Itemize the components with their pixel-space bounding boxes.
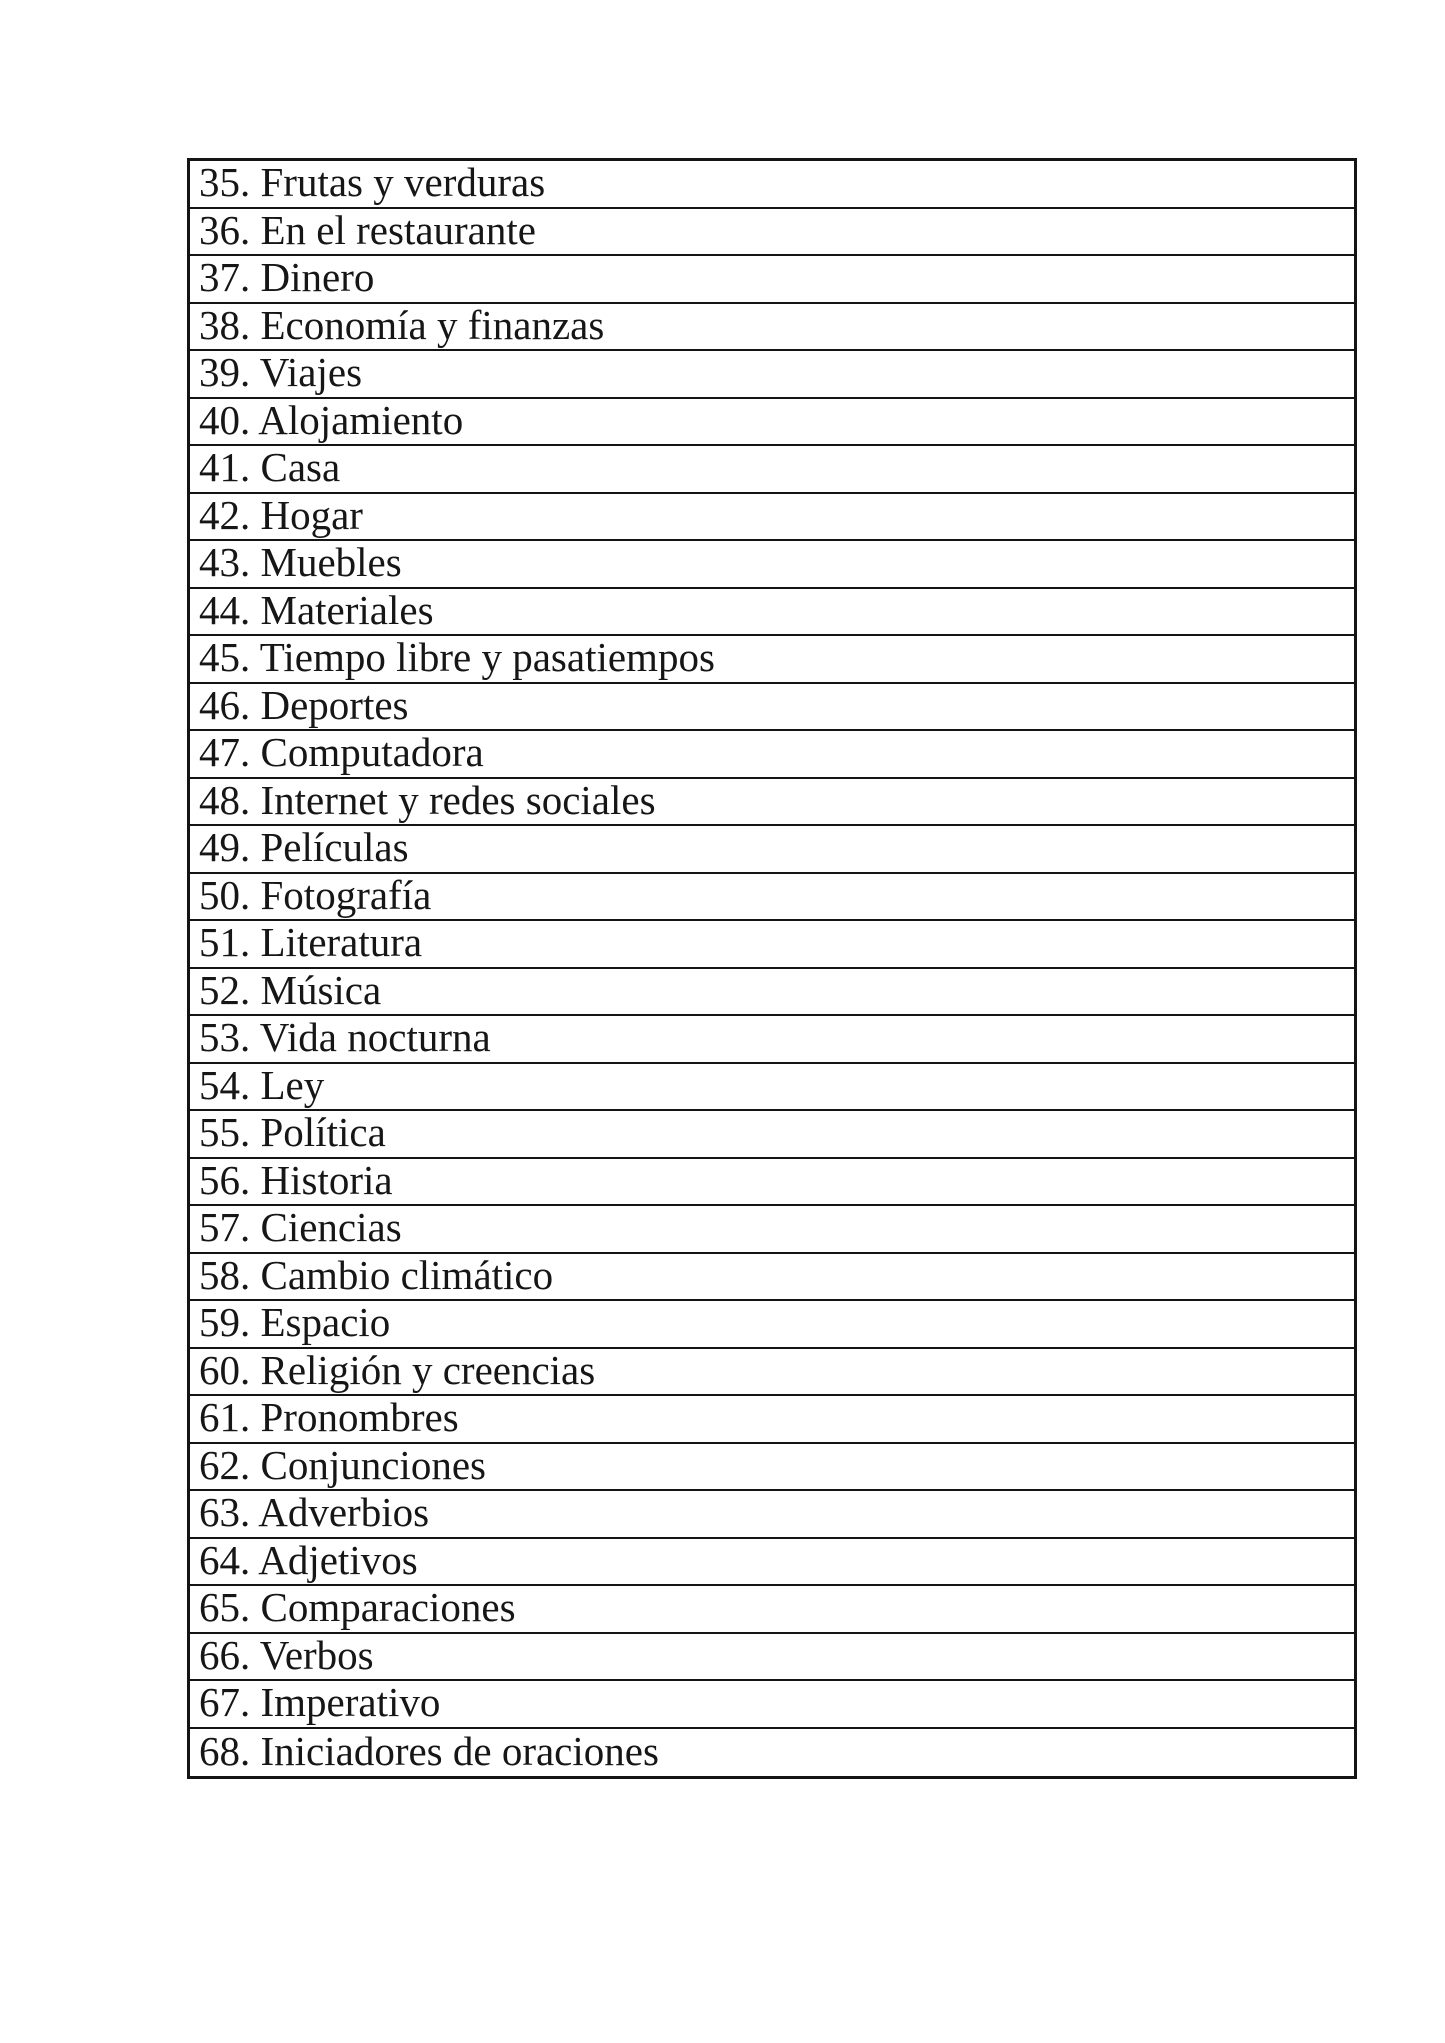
- toc-row-label: 65. Comparaciones: [199, 1586, 516, 1631]
- toc-row-label: 45. Tiempo libre y pasatiempos: [199, 636, 715, 681]
- toc-row: [190, 589, 1354, 637]
- toc-row: [190, 446, 1354, 494]
- toc-row-label: 57. Ciencias: [199, 1206, 402, 1251]
- toc-row-label: 64. Adjetivos: [199, 1538, 418, 1583]
- toc-row-label: 36. En el restaurante: [199, 208, 536, 253]
- toc-row: [190, 1539, 1354, 1587]
- toc-row: [190, 1206, 1354, 1254]
- toc-row: [190, 494, 1354, 542]
- toc-row-label: 44. Materiales: [199, 588, 434, 633]
- toc-row: [190, 969, 1354, 1017]
- toc-row-label: 66. Verbos: [199, 1633, 374, 1678]
- toc-row: [190, 1111, 1354, 1159]
- toc-row: [190, 874, 1354, 922]
- toc-row-label: 41. Casa: [199, 446, 341, 491]
- toc-row: [190, 921, 1354, 969]
- toc-row-label: 58. Cambio climático: [199, 1253, 554, 1298]
- toc-row: [190, 1634, 1354, 1682]
- toc-row-label: 35. Frutas y verduras: [199, 161, 546, 206]
- toc-row: [190, 1254, 1354, 1302]
- toc-row: [190, 1064, 1354, 1112]
- toc-row-label: 49. Películas: [199, 826, 409, 871]
- toc-row: [190, 1016, 1354, 1064]
- toc-row: [190, 684, 1354, 732]
- toc-row: [190, 779, 1354, 827]
- toc-row-label: 43. Muebles: [199, 541, 402, 586]
- toc-row: [190, 1729, 1354, 1777]
- toc-row: [190, 826, 1354, 874]
- toc-row: [190, 731, 1354, 779]
- toc-row-label: 40. Alojamiento: [199, 398, 464, 443]
- toc-row: [190, 351, 1354, 399]
- toc-row: [190, 541, 1354, 589]
- toc-row-label: 37. Dinero: [199, 256, 375, 301]
- toc-row: [190, 1301, 1354, 1349]
- toc-row-label: 61. Pronombres: [199, 1396, 459, 1441]
- toc-row: [190, 1681, 1354, 1729]
- toc-row: [190, 1349, 1354, 1397]
- toc-row: [190, 1444, 1354, 1492]
- toc-row: [190, 1491, 1354, 1539]
- toc-row: [190, 1159, 1354, 1207]
- toc-row-label: 51. Literatura: [199, 921, 423, 966]
- toc-row-label: 46. Deportes: [199, 683, 409, 728]
- toc-row-label: 42. Hogar: [199, 493, 363, 538]
- toc-row-label: 59. Espacio: [199, 1301, 391, 1346]
- toc-row-label: 47. Computadora: [199, 731, 484, 776]
- toc-row: [190, 1396, 1354, 1444]
- toc-row: [190, 399, 1354, 447]
- toc-row-label: 50. Fotografía: [199, 873, 432, 918]
- toc-row-label: 63. Adverbios: [199, 1491, 430, 1536]
- toc-row-label: 56. Historia: [199, 1158, 393, 1203]
- toc-row: [190, 304, 1354, 352]
- toc-row-label: 67. Imperativo: [199, 1681, 441, 1726]
- toc-row: [190, 161, 1354, 209]
- toc-row-label: 55. Política: [199, 1111, 386, 1156]
- toc-row-label: 54. Ley: [199, 1063, 325, 1108]
- toc-row-label: 68. Iniciadores de oraciones: [199, 1728, 659, 1774]
- toc-row-label: 48. Internet y redes sociales: [199, 778, 656, 823]
- toc-row-label: 60. Religión y creencias: [199, 1348, 596, 1393]
- toc-row: [190, 256, 1354, 304]
- toc-table: [187, 158, 1357, 1779]
- toc-row: [190, 1586, 1354, 1634]
- toc-row-label: 38. Economía y finanzas: [199, 303, 605, 348]
- toc-row-label: 53. Vida nocturna: [199, 1016, 491, 1061]
- toc-row-label: 62. Conjunciones: [199, 1443, 486, 1488]
- toc-row: [190, 636, 1354, 684]
- toc-row-label: 39. Viajes: [199, 351, 363, 396]
- toc-row: [190, 209, 1354, 257]
- toc-row-label: 52. Música: [199, 968, 382, 1013]
